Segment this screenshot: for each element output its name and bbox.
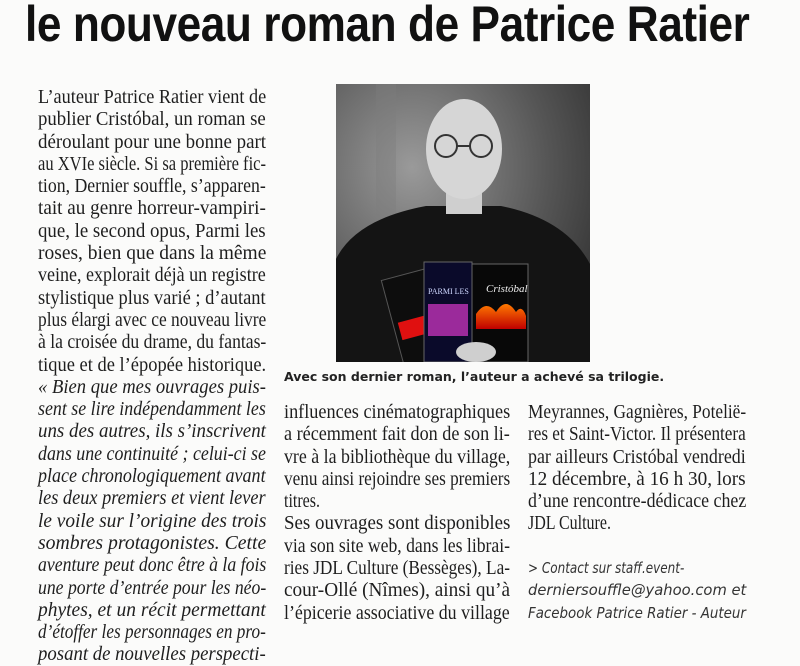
- article-line: [528, 535, 702, 557]
- article-line: d’étoffer les personnages en pro-: [38, 621, 266, 644]
- article-line: publier Cristóbal, un roman se: [38, 108, 266, 131]
- article-line: tique et de l’épopée historique.: [38, 353, 267, 376]
- article-line: aventure peut donc être à la fois: [38, 554, 267, 577]
- article-line: via son site web, dans les librai-: [284, 534, 511, 557]
- article-line: L’auteur Patrice Ratier vient de: [38, 86, 267, 108]
- article-line: Meyrannes, Gagnières, Potelië-: [528, 401, 747, 423]
- article-line: cour-Ollé (Nîmes), ainsi qu’à: [284, 579, 511, 602]
- article-line: « Bien que mes ouvrages puis-: [38, 375, 266, 398]
- article-line: les deux premiers et vient lever: [38, 487, 266, 510]
- article-column-3: [528, 401, 746, 624]
- article-line: veine, explorait déjà un registre: [38, 264, 266, 287]
- article-line: déroulant pour une bonne part: [38, 130, 267, 153]
- article-line: influences cinématographiques: [284, 401, 511, 423]
- article-line: phytes, et un récit permettant: [38, 598, 266, 621]
- article-line: vre à la bibliothèque du village,: [284, 445, 511, 468]
- article-line: dans une continuité ; celui-ci se: [38, 442, 266, 465]
- article-line: titres.: [284, 490, 320, 513]
- article-line: une porte d’entrée pour les néo-: [38, 576, 267, 599]
- article-line: roses, bien que dans la même: [38, 242, 267, 265]
- article-line: uns des autres, ils s’inscrivent: [38, 420, 266, 443]
- article-line: au XVIe siècle. Si sa première fic-: [38, 152, 266, 175]
- article-line: venu ainsi rejoindre ses premiers: [284, 467, 511, 490]
- article-line: place chronologiquement avant: [38, 465, 266, 488]
- article-line: par ailleurs Cristóbal vendredi: [528, 445, 746, 468]
- article-column-1: [38, 86, 266, 666]
- author-photo: [336, 84, 590, 362]
- article-line: que, le second opus, Parmi les: [38, 219, 266, 242]
- article-line: sent se lire indépendamment les: [38, 398, 266, 421]
- article-line: plus élargi avec ce nouveau livre: [38, 308, 267, 331]
- article-line: stylistique plus varié ; d’autant: [38, 286, 266, 309]
- article-line: sombres protagonistes. Cette: [38, 531, 267, 554]
- article-line: 12 décembre, à 16 h 30, lors: [528, 467, 746, 490]
- article-line: JDL Culture.: [528, 512, 611, 535]
- article-line: l’épicerie associative du village: [284, 601, 510, 624]
- book-title-cristobal: Cristóbal: [486, 283, 528, 295]
- photo-caption: Avec son dernier roman, l’auteur a achevé sa trilogie.: [284, 369, 665, 384]
- article-line: posant de nouvelles perspecti-: [38, 643, 266, 666]
- article-column-2: [284, 401, 510, 624]
- headline: le nouveau roman de Patrice Ratier: [25, 0, 750, 52]
- contact-line: derniersouffle@yahoo.com et: [528, 581, 747, 600]
- article-line: res et Saint-Victor. Il présentera: [528, 423, 746, 446]
- article-line: d’une rencontre-dédicace chez: [528, 490, 747, 513]
- book-title-parmi: PARMI LES: [428, 287, 469, 296]
- article-line: le voile sur l’origine des trois: [38, 509, 267, 532]
- contact-line: Facebook Patrice Ratier - Auteur: [528, 603, 746, 622]
- article-line: à la croisée du drame, du fantas-: [38, 331, 267, 354]
- article-line: tait au genre horreur-vampiri-: [38, 197, 266, 220]
- contact-line: > Contact sur staff.event-: [528, 559, 685, 578]
- article-line: Ses ouvrages sont disponibles: [284, 512, 511, 535]
- article-line: ries JDL Culture (Bessèges), La-: [284, 557, 510, 580]
- author-portrait-image: [336, 84, 590, 362]
- article-line: tion, Dernier souffle, s’apparen-: [38, 175, 266, 198]
- article-line: a récemment fait don de son li-: [284, 423, 510, 446]
